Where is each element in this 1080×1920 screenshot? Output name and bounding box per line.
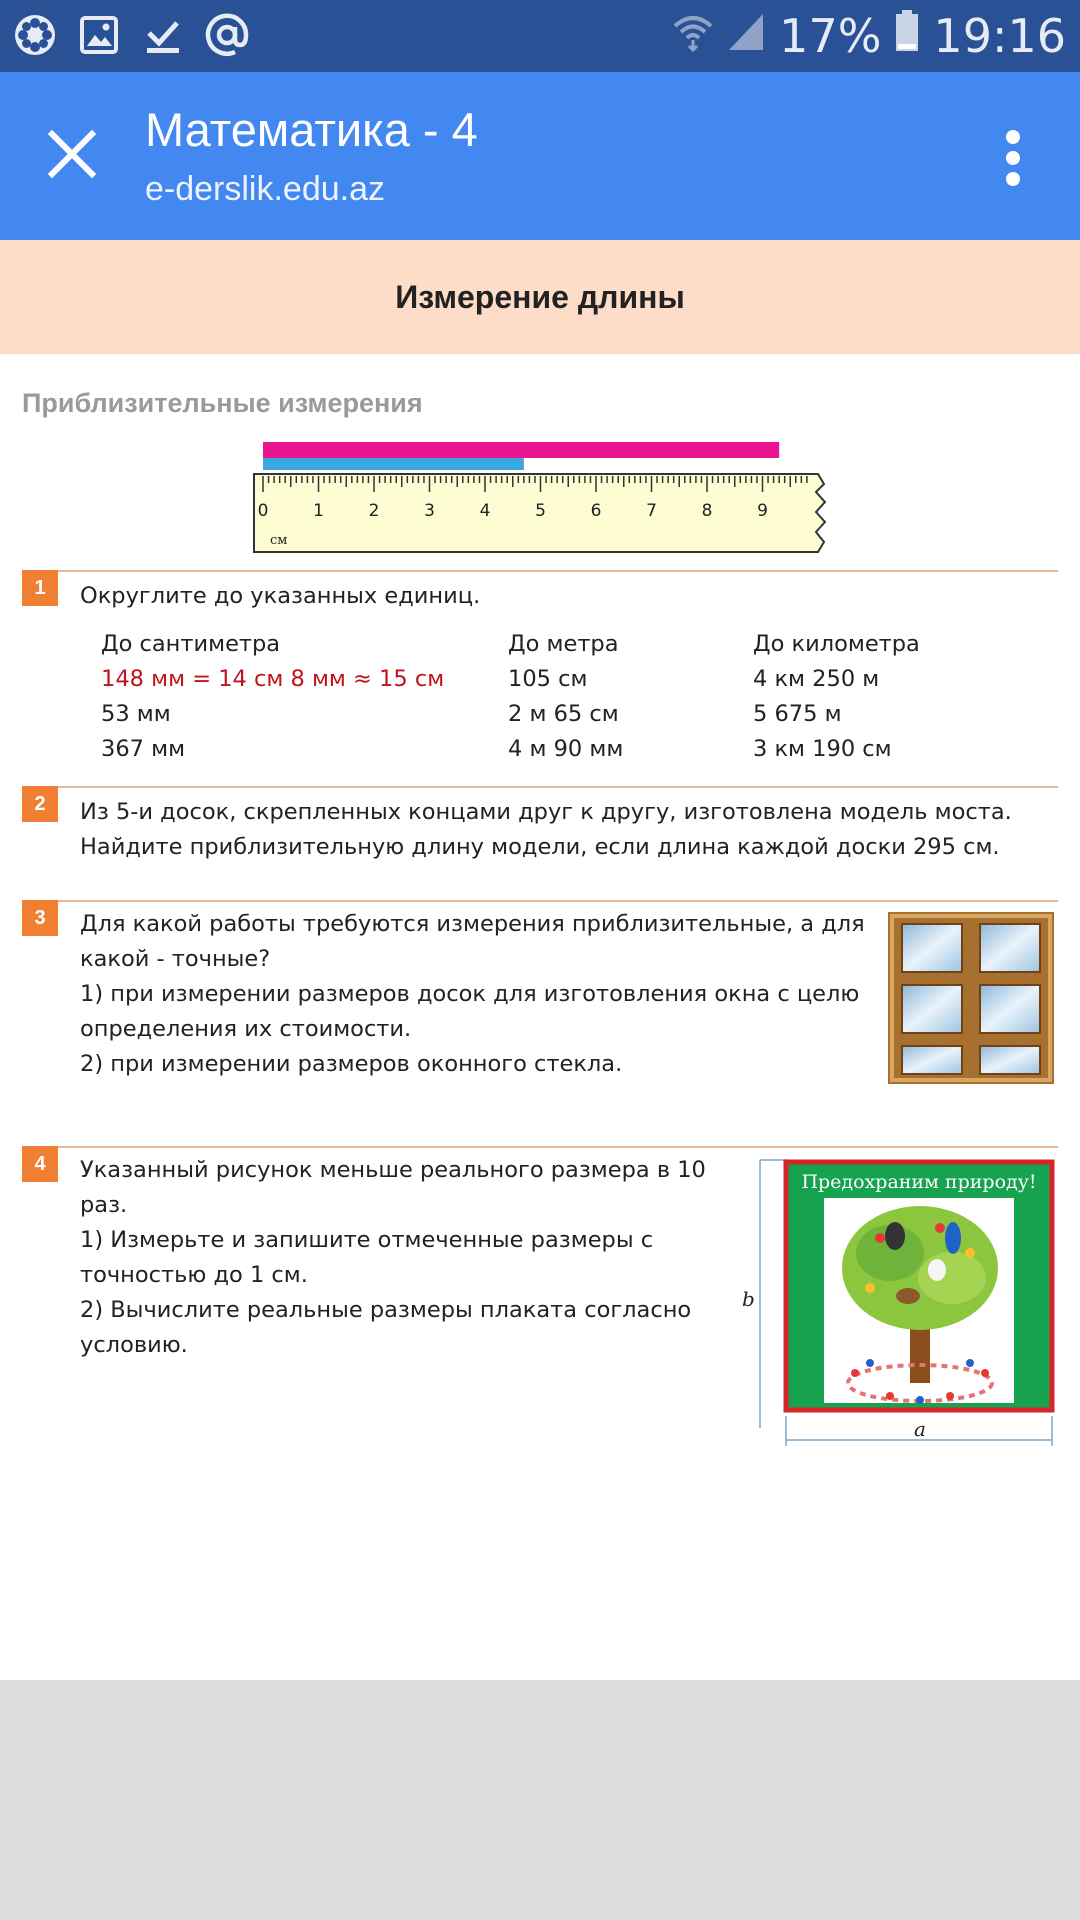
column-row: 4 м 90 мм (508, 736, 624, 762)
task-1-column-cm (101, 627, 444, 767)
app-toolbar (0, 72, 1080, 240)
column-header: До сантиметра (101, 631, 281, 657)
text-line: Для какой работы требуются измерения приблизительные, а для (80, 911, 865, 937)
text-line: Указанный рисунок меньше реального размера в 10 (80, 1157, 706, 1183)
ruler-tick-label: 9 (757, 501, 768, 521)
nature-poster-image (740, 1158, 1055, 1446)
text-line: Найдите приблизительную длину модели, если длина каждой доски 295 см. (80, 834, 1000, 860)
toolbar-url: e-derslik.edu.az (145, 170, 386, 208)
text-line: 2) при измерении размеров оконного стекла. (80, 1051, 623, 1077)
gallery-icon (76, 12, 122, 58)
ruler-tick-label: 2 (368, 501, 380, 521)
toolbar-title: Математика - 4 (145, 103, 478, 156)
dimension-label-a: a (914, 1417, 926, 1441)
more-vert-icon[interactable] (1004, 130, 1022, 186)
column-row: 3 км 190 см (753, 736, 892, 762)
text-line: раз. (80, 1192, 128, 1218)
task-number-3: 3 (22, 900, 58, 936)
text-line: определения их стоимости. (80, 1016, 412, 1042)
task-3-text (80, 907, 865, 1082)
task-number-4: 4 (22, 1146, 58, 1182)
ruler-tick-label: 5 (535, 501, 546, 521)
page-heading: Измерение длины (395, 279, 685, 315)
signal-icon (727, 9, 765, 63)
battery-icon (895, 9, 919, 63)
ruler-unit-label: см (270, 533, 288, 548)
task-1-column-m (508, 627, 623, 767)
text-line: 1) при измерении размеров досок для изготовления окна с целю (80, 981, 860, 1007)
section-title: Приблизительные измерения (22, 388, 423, 418)
ruler-tick-label: 4 (479, 501, 491, 521)
close-icon[interactable] (40, 122, 104, 186)
task-separator (22, 900, 1058, 902)
ruler-tick-label: 1 (313, 501, 324, 521)
window-frame-image (888, 912, 1054, 1084)
column-header: До метра (508, 631, 619, 657)
column-row: 5 675 м (753, 701, 842, 727)
ruler-graphic (250, 440, 830, 570)
clock: 19:16 (933, 9, 1066, 63)
column-row: 53 мм (101, 701, 171, 727)
task-1-text: Округлите до указанных единиц. (80, 583, 481, 609)
download-done-icon (140, 12, 186, 58)
example-row: 148 мм = 14 см 8 мм ≈ 15 см (101, 666, 445, 692)
app-icon (12, 12, 58, 58)
text-line: какой - точные? (80, 946, 271, 972)
ruler-tick-label: 3 (424, 501, 435, 521)
status-bar (0, 0, 1080, 72)
task-separator (22, 786, 1058, 788)
task-1-column-km (753, 627, 920, 767)
column-row: 105 см (508, 666, 588, 692)
task-2-text (80, 795, 1012, 865)
ruler-tick-label: 8 (701, 501, 713, 521)
dimension-label-b: b (742, 1287, 755, 1311)
task-4-text (80, 1153, 706, 1363)
ruler-tick-label: 6 (590, 501, 602, 521)
task-separator (22, 1146, 1058, 1148)
task-separator (22, 570, 1058, 572)
ruler-tick-label: 7 (646, 501, 657, 521)
text-line: Из 5-и досок, скрепленных концами друг к другу, изготовлена модель моста. (80, 799, 1012, 825)
measure-bar-short (263, 458, 524, 470)
column-header: До километра (753, 631, 920, 657)
wifi-icon (673, 9, 713, 63)
ruler-illustration (250, 440, 830, 570)
text-line: точностью до 1 см. (80, 1262, 308, 1288)
at-icon (204, 12, 250, 58)
text-line: условию. (80, 1332, 188, 1358)
task-number-1: 1 (22, 570, 58, 606)
ruler-tick-label: 0 (257, 501, 269, 521)
measure-bar-long (263, 442, 779, 458)
text-line: 1) Измерьте и запишите отмеченные размеры с (80, 1227, 654, 1253)
column-row: 2 м 65 см (508, 701, 619, 727)
content-page (0, 240, 1080, 1680)
battery-text: 17% (779, 9, 882, 63)
task-number-2: 2 (22, 786, 58, 822)
column-row: 367 мм (101, 736, 186, 762)
text-line: 2) Вычислите реальные размеры плаката согласно (80, 1297, 692, 1323)
column-row: 4 км 250 м (753, 666, 880, 692)
poster-title: Предохраним природу! (801, 1171, 1037, 1193)
